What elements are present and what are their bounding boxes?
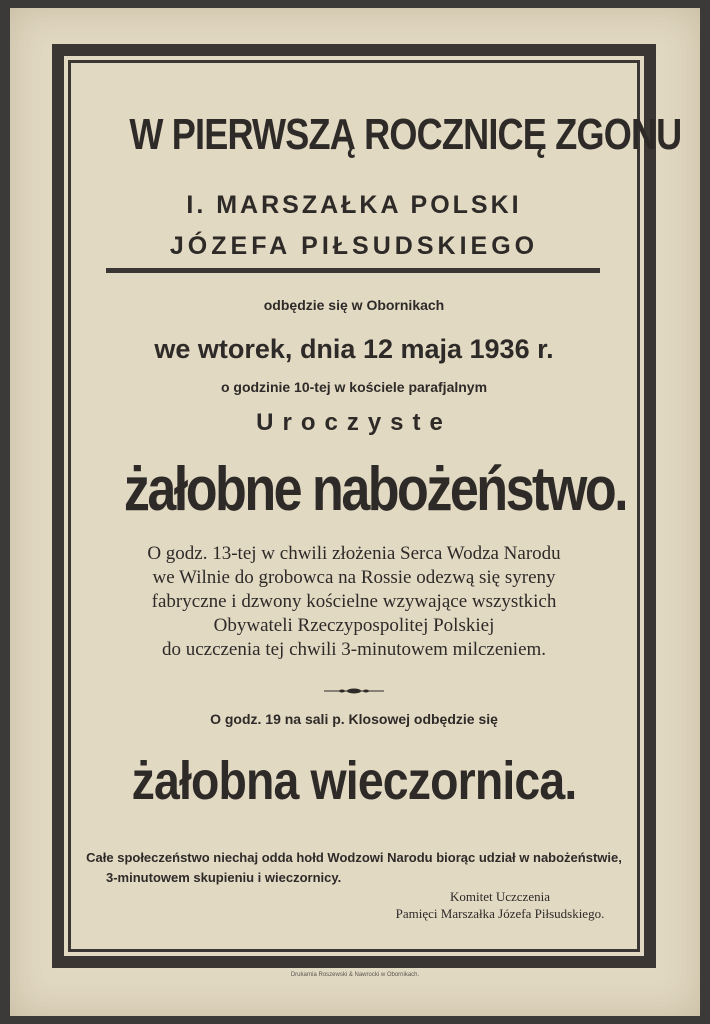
- paragraph-line: we Wilnie do grobowca na Rossie odezwą się syreny: [152, 567, 556, 588]
- ceremony-label: Uroczyste: [256, 409, 452, 436]
- poster-title: W PIERWSZĄ ROCZNICĘ ZGONU: [129, 110, 682, 159]
- evening-line: O godz. 19 na sali p. Klosowej odbędzie się: [210, 711, 498, 727]
- mass-title: żałobne nabożeństwo.: [123, 455, 627, 524]
- paragraph-line: do uczczenia tej chwili 3-minutowem milczeniem.: [161, 639, 547, 660]
- signature-line: Pamięci Marszałka Józefa Piłsudskiego.: [395, 906, 605, 921]
- signature-line: Komitet Uczczenia: [450, 889, 550, 904]
- poster-subtitle: I. MARSZAŁKA POLSKI: [186, 191, 522, 219]
- announcement-paragraph: [80, 542, 628, 662]
- ornament-divider-icon: [324, 686, 384, 696]
- appeal-line: 3-minutowem skupieniu i wieczornicy.: [106, 870, 342, 885]
- paragraph-line: fabryczne i dzwony kościelne wzywające wszystkich: [151, 591, 557, 612]
- poster-name: JÓZEFA PIŁSUDSKIEGO: [169, 232, 539, 260]
- poster-content: [80, 70, 682, 940]
- paragraph-line: Obywateli Rzeczypospolitej Polskiej: [213, 615, 495, 636]
- signature: [380, 888, 620, 922]
- time-line: o godzinie 10-tej w kościele parafjalnym: [220, 379, 488, 395]
- title-underline: [106, 268, 600, 273]
- appeal-line: Całe społeczeństwo niechaj odda hołd Wodzowi Narodu biorąc udział w nabożeństwie,: [86, 850, 622, 865]
- printer-imprint: Drukarnia Roszewski & Nawrocki w Obornikach.: [290, 972, 420, 978]
- paragraph-line: O godz. 13-tej w chwili złożenia Serca Wodza Narodu: [147, 543, 561, 564]
- date-line: we wtorek, dnia 12 maja 1936 r.: [154, 334, 554, 364]
- appeal-text: [80, 848, 628, 888]
- evening-title: żałobna wieczornica.: [131, 751, 577, 811]
- location-line: odbędzie się w Obornikach: [263, 297, 445, 313]
